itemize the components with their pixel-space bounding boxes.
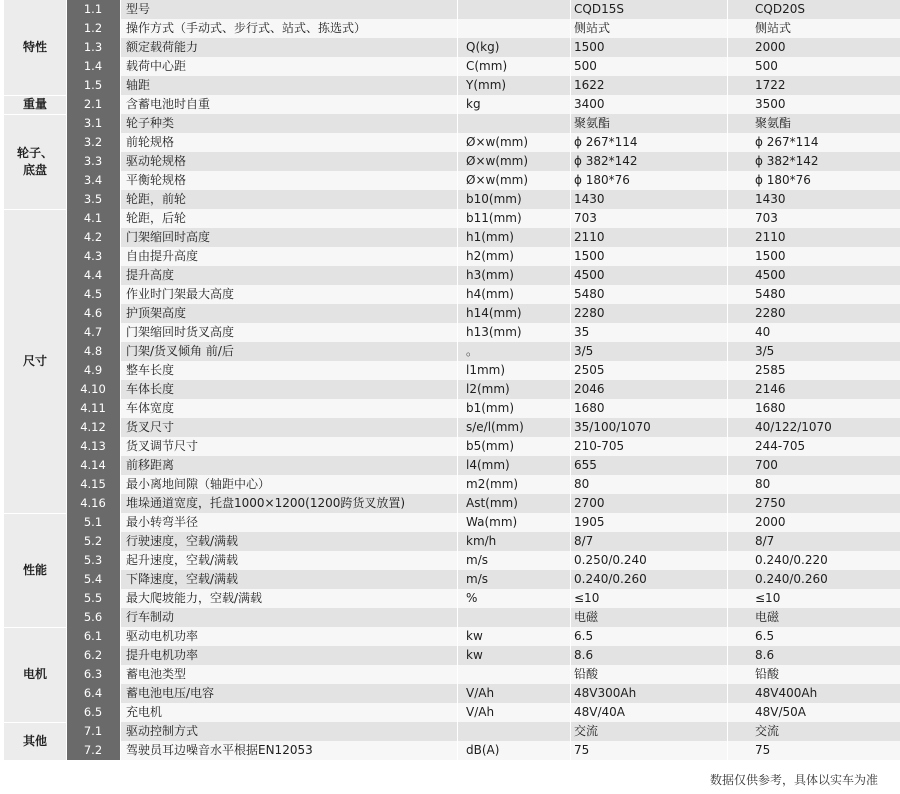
spec-unit: h4(mm) <box>466 287 514 301</box>
spec-unit: dB(A) <box>466 743 500 757</box>
value-cqd15s: 6.5 <box>574 629 594 643</box>
spec-unit: h13(mm) <box>466 325 522 339</box>
spec-unit: kw <box>466 648 483 662</box>
spec-label: 起升速度，空载/满载 <box>126 553 239 567</box>
spec-label: 前移距离 <box>126 458 175 472</box>
spec-label: 轮距，后轮 <box>126 211 187 225</box>
spec-label: 货叉尺寸 <box>126 420 175 434</box>
column-divider <box>120 0 121 764</box>
row-number: 6.1 <box>66 627 120 646</box>
value-cqd20s: 1500 <box>755 249 786 263</box>
spec-label: 货叉调节尺寸 <box>126 439 199 453</box>
row-number: 5.6 <box>66 608 120 627</box>
footnote: 数据仅供参考，具体以实车为准 <box>709 773 878 787</box>
value-cqd15s: 2110 <box>574 230 605 244</box>
spec-unit <box>466 19 551 38</box>
value-cqd15s: 1622 <box>574 78 605 92</box>
row-number: 4.14 <box>66 456 120 475</box>
row-number: 4.5 <box>66 285 120 304</box>
spec-unit: Ast(mm) <box>466 496 518 510</box>
table-row <box>66 589 900 608</box>
row-number: 5.4 <box>66 570 120 589</box>
row-number: 1.4 <box>66 57 120 76</box>
value-cqd15s: ϕ 382*142 <box>574 154 638 168</box>
value-cqd20s: 1722 <box>755 78 786 92</box>
spec-label: 轮子种类 <box>126 116 175 130</box>
value-cqd20s: 80 <box>755 477 771 491</box>
spec-label: 最小离地间隙（轴距中心） <box>126 477 271 491</box>
table-row <box>66 646 900 665</box>
row-number: 5.5 <box>66 589 120 608</box>
row-number: 5.1 <box>66 513 120 532</box>
spec-label: 下降速度，空载/满载 <box>126 572 239 586</box>
value-cqd15s: 80 <box>574 477 590 491</box>
row-number: 3.2 <box>66 133 120 152</box>
spec-label: 整车长度 <box>126 363 175 377</box>
value-cqd20s: ≤10 <box>755 591 781 605</box>
row-number: 1.1 <box>66 0 120 19</box>
value-cqd20s: 2110 <box>755 230 786 244</box>
spec-label: 前轮规格 <box>126 135 175 149</box>
table-row <box>66 722 900 741</box>
value-cqd20s: 40 <box>755 325 771 339</box>
column-divider <box>66 0 67 764</box>
spec-unit: km/h <box>466 534 497 548</box>
table-row <box>66 494 900 513</box>
spec-unit: h14(mm) <box>466 306 522 320</box>
value-cqd15s: 1430 <box>574 192 605 206</box>
value-cqd15s: 1500 <box>574 40 605 54</box>
table-row <box>66 361 900 380</box>
row-number: 1.5 <box>66 76 120 95</box>
value-cqd15s: 1905 <box>574 515 605 529</box>
spec-label: 门架缩回时货叉高度 <box>126 325 235 339</box>
row-number: 4.7 <box>66 323 120 342</box>
spec-label: 驱动控制方式 <box>126 724 199 738</box>
value-cqd20s: 3/5 <box>755 344 775 358</box>
spec-unit: Ø×w(mm) <box>466 173 529 187</box>
row-number: 4.16 <box>66 494 120 513</box>
spec-unit: b10(mm) <box>466 192 522 206</box>
spec-label: 自由提升高度 <box>126 249 199 263</box>
table-row <box>66 570 900 589</box>
spec-label: 门架缩回时高度 <box>126 230 211 244</box>
row-number: 3.5 <box>66 190 120 209</box>
value-cqd15s: 48V300Ah <box>574 686 637 700</box>
spec-unit: l1mm) <box>466 363 506 377</box>
row-number: 4.3 <box>66 247 120 266</box>
row-number: 5.3 <box>66 551 120 570</box>
value-cqd15s: 5480 <box>574 287 605 301</box>
table-row <box>66 342 900 361</box>
spec-label: 操作方式（手动式、步行式、站式、拣选式） <box>126 21 367 35</box>
row-number: 1.2 <box>66 19 120 38</box>
value-cqd20s: 2000 <box>755 40 786 54</box>
column-divider <box>570 0 571 764</box>
value-cqd15s: 0.240/0.260 <box>574 572 647 586</box>
spec-unit: % <box>466 591 478 605</box>
table-row <box>66 475 900 494</box>
value-cqd15s: 2505 <box>574 363 605 377</box>
value-cqd20s: 5480 <box>755 287 786 301</box>
row-number: 4.15 <box>66 475 120 494</box>
spec-label: 额定载荷能力 <box>126 40 199 54</box>
value-cqd15s: 210-705 <box>574 439 625 453</box>
spec-label: 作业时门架最大高度 <box>126 287 235 301</box>
spec-unit: V/Ah <box>466 705 495 719</box>
table-row <box>66 247 900 266</box>
row-number: 4.6 <box>66 304 120 323</box>
table-row <box>66 133 900 152</box>
group-label: 轮子、 底盘 <box>4 114 66 209</box>
spec-label: 门架/货叉倾角 前/后 <box>126 344 234 358</box>
spec-label: 蓄电池电压/电容 <box>126 686 215 700</box>
value-cqd15s: 1680 <box>574 401 605 415</box>
table-row <box>66 38 900 57</box>
spec-unit: Ø×w(mm) <box>466 135 529 149</box>
table-row <box>66 152 900 171</box>
value-cqd15s: 交流 <box>574 724 599 738</box>
value-cqd20s: 2146 <box>755 382 786 396</box>
value-cqd15s: ≤10 <box>574 591 600 605</box>
row-number: 4.2 <box>66 228 120 247</box>
spec-label: 含蓄电池时自重 <box>126 97 211 111</box>
table-row <box>66 418 900 437</box>
row-number: 7.1 <box>66 722 120 741</box>
value-cqd15s: 1500 <box>574 249 605 263</box>
spec-unit: h2(mm) <box>466 249 514 263</box>
value-cqd20s: 铅酸 <box>755 667 780 681</box>
table-row <box>66 95 900 114</box>
table-row <box>66 665 900 684</box>
row-number: 4.11 <box>66 399 120 418</box>
value-cqd20s: 703 <box>755 211 778 225</box>
value-cqd20s: 聚氨酯 <box>755 116 792 130</box>
value-cqd20s: ϕ 382*142 <box>755 154 819 168</box>
value-cqd20s: CQD20S <box>755 2 805 16</box>
spec-unit: V/Ah <box>466 686 495 700</box>
spec-unit <box>466 0 551 19</box>
row-number: 6.3 <box>66 665 120 684</box>
row-number: 5.2 <box>66 532 120 551</box>
value-cqd15s: 2700 <box>574 496 605 510</box>
group-label: 性能 <box>4 513 66 627</box>
value-cqd20s: 2280 <box>755 306 786 320</box>
value-cqd15s: 35/100/1070 <box>574 420 651 434</box>
spec-unit: Y(mm) <box>466 78 507 92</box>
value-cqd15s: 35 <box>574 325 590 339</box>
spec-label: 载荷中心距 <box>126 59 187 73</box>
row-number: 4.10 <box>66 380 120 399</box>
value-cqd15s: 3/5 <box>574 344 594 358</box>
table-row <box>66 608 900 627</box>
value-cqd20s: 3500 <box>755 97 786 111</box>
value-cqd15s: 铅酸 <box>574 667 599 681</box>
value-cqd15s: ϕ 267*114 <box>574 135 638 149</box>
table-row <box>66 684 900 703</box>
spec-unit: C(mm) <box>466 59 508 73</box>
value-cqd15s: 3400 <box>574 97 605 111</box>
value-cqd20s: 1680 <box>755 401 786 415</box>
spec-unit: h3(mm) <box>466 268 514 282</box>
value-cqd20s: 2585 <box>755 363 786 377</box>
spec-label: 驱动电机功率 <box>126 629 199 643</box>
value-cqd15s: 655 <box>574 458 597 472</box>
value-cqd15s: 聚氨酯 <box>574 116 611 130</box>
value-cqd15s: 8/7 <box>574 534 594 548</box>
table-row <box>66 741 900 760</box>
table-row <box>66 551 900 570</box>
table-row <box>66 437 900 456</box>
value-cqd20s: 2750 <box>755 496 786 510</box>
table-row <box>66 703 900 722</box>
spec-label: 型号 <box>126 2 151 16</box>
spec-label: 提升电机功率 <box>126 648 199 662</box>
value-cqd20s: 75 <box>755 743 771 757</box>
table-row <box>66 532 900 551</box>
spec-unit: l2(mm) <box>466 382 510 396</box>
table-row <box>66 19 900 38</box>
value-cqd20s: 6.5 <box>755 629 775 643</box>
row-number: 4.12 <box>66 418 120 437</box>
table-row <box>66 190 900 209</box>
spec-label: 车体宽度 <box>126 401 175 415</box>
value-cqd15s: 0.250/0.240 <box>574 553 647 567</box>
group-label: 电机 <box>4 627 66 722</box>
spec-label: 提升高度 <box>126 268 175 282</box>
spec-unit: m/s <box>466 572 488 586</box>
spec-unit: h1(mm) <box>466 230 514 244</box>
table-row <box>66 399 900 418</box>
spec-label: 充电机 <box>126 705 163 719</box>
value-cqd20s: 侧站式 <box>755 21 792 35</box>
spec-unit: b11(mm) <box>466 211 522 225</box>
row-number: 7.2 <box>66 741 120 760</box>
spec-label: 最大爬坡能力，空载/满载 <box>126 591 263 605</box>
spec-label: 护顶架高度 <box>126 306 187 320</box>
group-label: 特性 <box>4 0 66 95</box>
row-number: 4.4 <box>66 266 120 285</box>
value-cqd20s: 48V400Ah <box>755 686 818 700</box>
row-number: 4.8 <box>66 342 120 361</box>
spec-unit <box>466 665 551 684</box>
value-cqd20s: 2000 <box>755 515 786 529</box>
spec-label: 驱动轮规格 <box>126 154 187 168</box>
spec-unit: Q(kg) <box>466 40 500 54</box>
value-cqd15s: 4500 <box>574 268 605 282</box>
value-cqd15s: 8.6 <box>574 648 594 662</box>
group-label: 重量 <box>4 95 66 114</box>
table-row <box>66 513 900 532</box>
row-number: 3.1 <box>66 114 120 133</box>
value-cqd15s: CQD15S <box>574 2 624 16</box>
table-row <box>66 57 900 76</box>
table-row <box>66 209 900 228</box>
spec-unit: b5(mm) <box>466 439 514 453</box>
spec-label: 轴距 <box>126 78 151 92</box>
row-number: 4.9 <box>66 361 120 380</box>
spec-label: 驾驶员耳边噪音水平根据EN12053 <box>126 743 313 757</box>
spec-unit: m/s <box>466 553 488 567</box>
table-row <box>66 114 900 133</box>
spec-label: 堆垛通道宽度，托盘1000×1200(1200跨货叉放置) <box>126 496 406 510</box>
spec-unit: kw <box>466 629 483 643</box>
spec-unit: m2(mm) <box>466 477 519 491</box>
spec-label: 轮距，前轮 <box>126 192 187 206</box>
spec-unit: b1(mm) <box>466 401 514 415</box>
group-label: 其他 <box>4 722 66 760</box>
spec-unit <box>466 722 551 741</box>
column-divider <box>457 0 458 764</box>
value-cqd20s: 4500 <box>755 268 786 282</box>
value-cqd20s: 500 <box>755 59 778 73</box>
spec-label: 平衡轮规格 <box>126 173 187 187</box>
row-number: 4.1 <box>66 209 120 228</box>
spec-unit: Ø×w(mm) <box>466 154 529 168</box>
table-row <box>66 380 900 399</box>
value-cqd20s: ϕ 180*76 <box>755 173 811 187</box>
value-cqd20s: 电磁 <box>755 610 780 624</box>
row-number: 3.4 <box>66 171 120 190</box>
table-row <box>66 266 900 285</box>
value-cqd15s: 500 <box>574 59 597 73</box>
spec-label: 车体长度 <box>126 382 175 396</box>
column-divider <box>727 0 728 764</box>
value-cqd20s: 48V/50A <box>755 705 806 719</box>
row-number: 6.5 <box>66 703 120 722</box>
spec-table <box>4 0 900 764</box>
spec-unit: 。 <box>466 344 479 358</box>
value-cqd15s: 48V/40A <box>574 705 625 719</box>
spec-unit <box>466 608 551 627</box>
spec-unit: kg <box>466 97 481 111</box>
value-cqd15s: ϕ 180*76 <box>574 173 630 187</box>
value-cqd20s: 0.240/0.260 <box>755 572 828 586</box>
row-number: 6.4 <box>66 684 120 703</box>
value-cqd15s: 2046 <box>574 382 605 396</box>
row-number: 1.3 <box>66 38 120 57</box>
row-number: 3.3 <box>66 152 120 171</box>
value-cqd20s: 8.6 <box>755 648 775 662</box>
spec-label: 蓄电池类型 <box>126 667 187 681</box>
row-number: 4.13 <box>66 437 120 456</box>
table-row <box>66 76 900 95</box>
value-cqd15s: 电磁 <box>574 610 599 624</box>
spec-unit: l4(mm) <box>466 458 510 472</box>
value-cqd20s: 交流 <box>755 724 780 738</box>
spec-unit <box>466 114 551 133</box>
table-row <box>66 228 900 247</box>
table-row <box>66 456 900 475</box>
value-cqd20s: 700 <box>755 458 778 472</box>
value-cqd15s: 侧站式 <box>574 21 611 35</box>
value-cqd20s: 244-705 <box>755 439 806 453</box>
table-row <box>66 171 900 190</box>
value-cqd20s: ϕ 267*114 <box>755 135 819 149</box>
row-number: 2.1 <box>66 95 120 114</box>
spec-unit: Wa(mm) <box>466 515 518 529</box>
spec-unit: s/e/l(mm) <box>466 420 524 434</box>
value-cqd20s: 0.240/0.220 <box>755 553 828 567</box>
spec-label: 行车制动 <box>126 610 175 624</box>
spec-label: 最小转弯半径 <box>126 515 199 529</box>
spec-label: 行驶速度，空载/满载 <box>126 534 239 548</box>
value-cqd15s: 703 <box>574 211 597 225</box>
value-cqd20s: 40/122/1070 <box>755 420 832 434</box>
value-cqd15s: 75 <box>574 743 590 757</box>
table-row <box>66 304 900 323</box>
value-cqd15s: 2280 <box>574 306 605 320</box>
group-label: 尺寸 <box>4 209 66 513</box>
table-row <box>66 0 900 19</box>
value-cqd20s: 1430 <box>755 192 786 206</box>
row-number: 6.2 <box>66 646 120 665</box>
value-cqd20s: 8/7 <box>755 534 775 548</box>
table-row <box>66 627 900 646</box>
table-row <box>66 323 900 342</box>
table-row <box>66 285 900 304</box>
